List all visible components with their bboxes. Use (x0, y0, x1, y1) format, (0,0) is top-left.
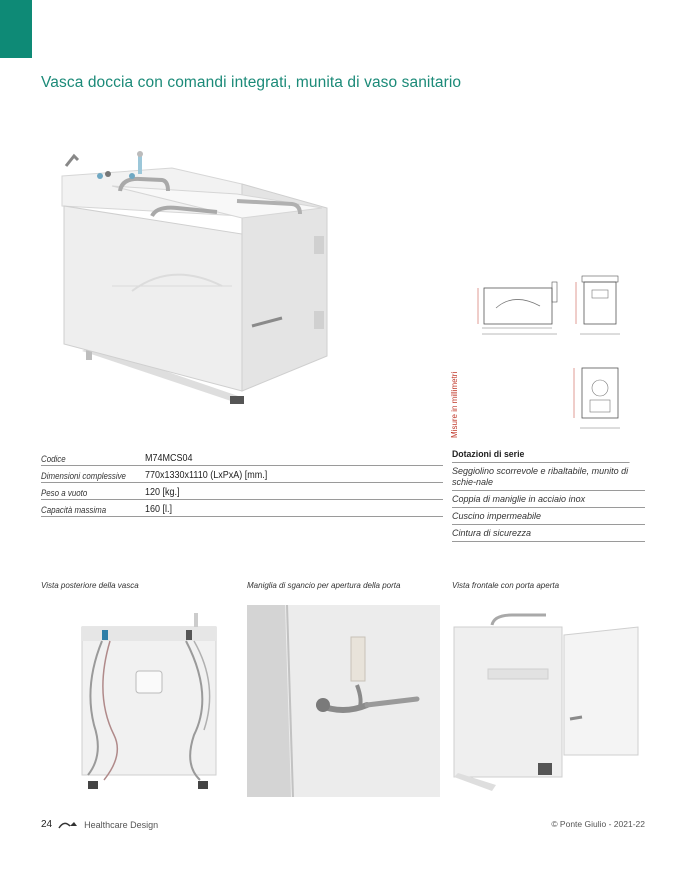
spec-row (41, 466, 443, 483)
spec-value: 160 [l.] (145, 504, 173, 515)
spec-table (41, 449, 443, 517)
feature-item: Coppia di maniglie in acciaio inox (452, 491, 645, 508)
spec-label: Peso a vuoto (41, 488, 88, 498)
spec-label: Dimensioni complessive (41, 471, 126, 481)
feature-item: Seggiolino scorrevole e ribaltabile, munito di schie-nale (452, 463, 645, 491)
spec-row (41, 500, 443, 517)
caption-door-handle: Maniglia di sgancio per apertura della porta (247, 581, 401, 590)
footer-brand: Healthcare Design (84, 819, 159, 830)
spec-row (41, 449, 443, 466)
feature-item: Cintura di sicurezza (452, 525, 645, 542)
spec-label: Capacità massima (41, 505, 107, 515)
photo-door-handle (247, 605, 440, 797)
footer-copyright: © Ponte Giulio - 2021-22 (551, 819, 645, 829)
photo-front-view-open (452, 605, 646, 797)
features-list (452, 449, 645, 542)
product-image-bathtub (52, 146, 352, 414)
caption-rear-view: Vista posteriore della vasca (41, 581, 139, 590)
features-title: Dotazioni di serie (452, 449, 630, 463)
corner-accent-tab (0, 0, 32, 58)
caption-front-view: Vista frontale con porta aperta (452, 581, 560, 590)
spec-value: 120 [kg.] (145, 487, 180, 498)
footer-left (41, 819, 158, 830)
ponte-giulio-logo-icon (58, 820, 78, 830)
photo-rear-view (74, 605, 224, 797)
feature-item: Cuscino impermeabile (452, 508, 645, 525)
technical-drawings (452, 262, 647, 442)
spec-label: Codice (41, 454, 66, 464)
spec-value: M74MCS04 (145, 453, 193, 464)
page-number: 24 (41, 819, 53, 830)
measurement-note: Misure in millimetri (450, 371, 459, 438)
spec-value: 770x1330x1110 (LxPxA) [mm.] (145, 470, 268, 481)
spec-row (41, 483, 443, 500)
page-title: Vasca doccia con comandi integrati, munita di vaso sanitario (41, 74, 462, 91)
